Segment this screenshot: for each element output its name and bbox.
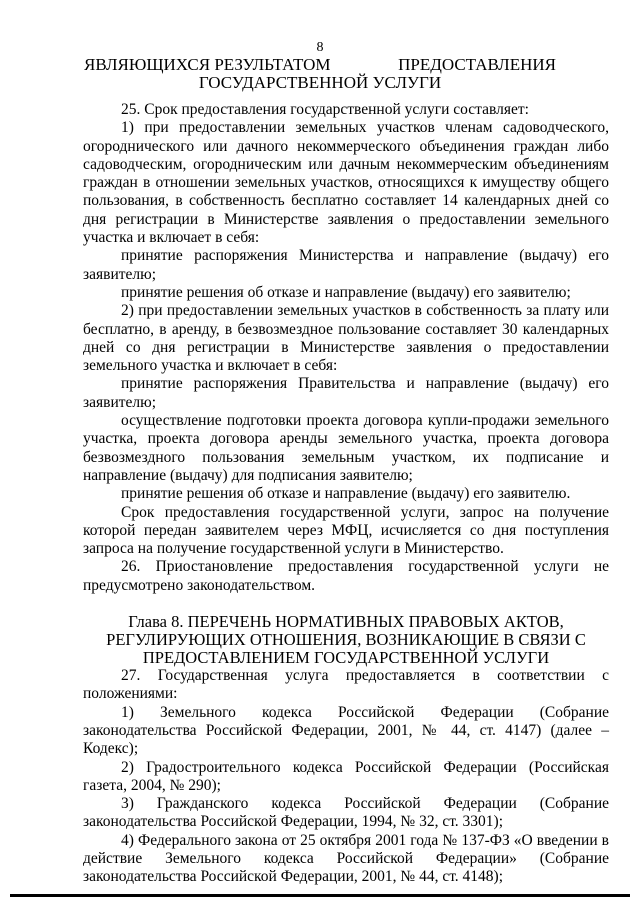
paragraph: 4) Федерального закона от 25 октября 2001 года № 137-ФЗ «О введении в действие Земельного кодекса Российской Федерации» (Собрание законодательства Российской Федерации, 2001, № 44, ст. 4148); <box>83 831 609 886</box>
paragraph: 2) Градостроительного кодекса Российской Федерации (Российская газета, 2004, № 290); <box>83 758 609 794</box>
document-body <box>83 101 609 887</box>
paragraph: 2) при предоставлении земельных участков в собственность за плату или бесплатно, в аренду, в безвозмездное пользование составляет 30 календарных дней со дня регистрации в Министерстве заявления о предоставлении земельного участка и включает в себя: <box>83 302 609 375</box>
page-number: 8 <box>316 40 324 55</box>
paragraph: 3) Гражданского кодекса Российской Федерации (Собрание законодательства Российской Федерации, 1994, № 32, ст. 3301); <box>83 795 609 831</box>
section-title-left: ЯВЛЯЮЩИХСЯ РЕЗУЛЬТАТОМ <box>84 55 331 74</box>
paragraph: осуществление подготовки проекта договора купли-продажи земельного участка, проекта договора аренды земельного участка, проекта договора безвозмездного пользования земельным участком, их подписание и направление (выдачу) для подписания заявителю; <box>83 412 609 484</box>
paragraph: 26. Приостановление предоставления государственной услуги не предусмотрено законодательством. <box>83 558 609 594</box>
chapter-heading-line: РЕГУЛИРУЮЩИХ ОТНОШЕНИЯ, ВОЗНИКАЮЩИЕ В СВЯЗИ С <box>106 630 586 650</box>
paragraph: 1) при предоставлении земельных участков членам садоводческого, огороднического или дачного некоммерческого объединения граждан либо садоводческим, огородническим или дачным некоммерческим объединениям граждан в отношении земельных участков, относящихся к имуществу общего пользования, в собственность бесплатно составляет 14 календарных дней со дня регистрации в Министерстве заявления о предоставлении земельного участка и включает в себя: <box>83 119 609 247</box>
paragraph: принятие решения об отказе и направление (выдачу) его заявителю; <box>121 283 571 301</box>
paragraph: 27. Государственная услуга предоставляется в соответствии с положениями: <box>83 667 609 703</box>
bottom-border <box>10 894 630 897</box>
section-title-line2: ГОСУДАРСТВЕННОЙ УСЛУГИ <box>198 73 442 92</box>
chapter-heading-line: Глава 8. ПЕРЕЧЕНЬ НОРМАТИВНЫХ ПРАВОВЫХ АКТОВ, <box>128 612 564 632</box>
paragraph: 25. Срок предоставления государственной услуги составляет: <box>121 101 529 118</box>
paragraph: принятие решения об отказе и направление (выдачу) его заявителю. <box>121 485 571 503</box>
paragraph: принятие распоряжения Министерства и направление (выдачу) его заявителю; <box>83 247 609 283</box>
paragraph: 1) Земельного кодекса Российской Федерации (Собрание законодательства Российской Федерации, 2001, № 44, ст. 4147) (далее – Кодекс); <box>83 703 609 758</box>
paragraph: Срок предоставления государственной услуги, запрос на получение которой передан заявителем через МФЦ, исчисляется со дня поступления запроса на получение государственной услуги в Министерство. <box>83 503 609 558</box>
paragraph: принятие распоряжения Правительства и направление (выдачу) его заявителю; <box>83 375 609 411</box>
section-title <box>84 56 556 92</box>
chapter-heading <box>83 613 609 667</box>
section-title-right: ПРЕДОСТАВЛЕНИЯ <box>398 55 556 74</box>
chapter-heading-line: ПРЕДОСТАВЛЕНИЕМ ГОСУДАРСТВЕННОЙ УСЛУГИ <box>142 648 550 668</box>
